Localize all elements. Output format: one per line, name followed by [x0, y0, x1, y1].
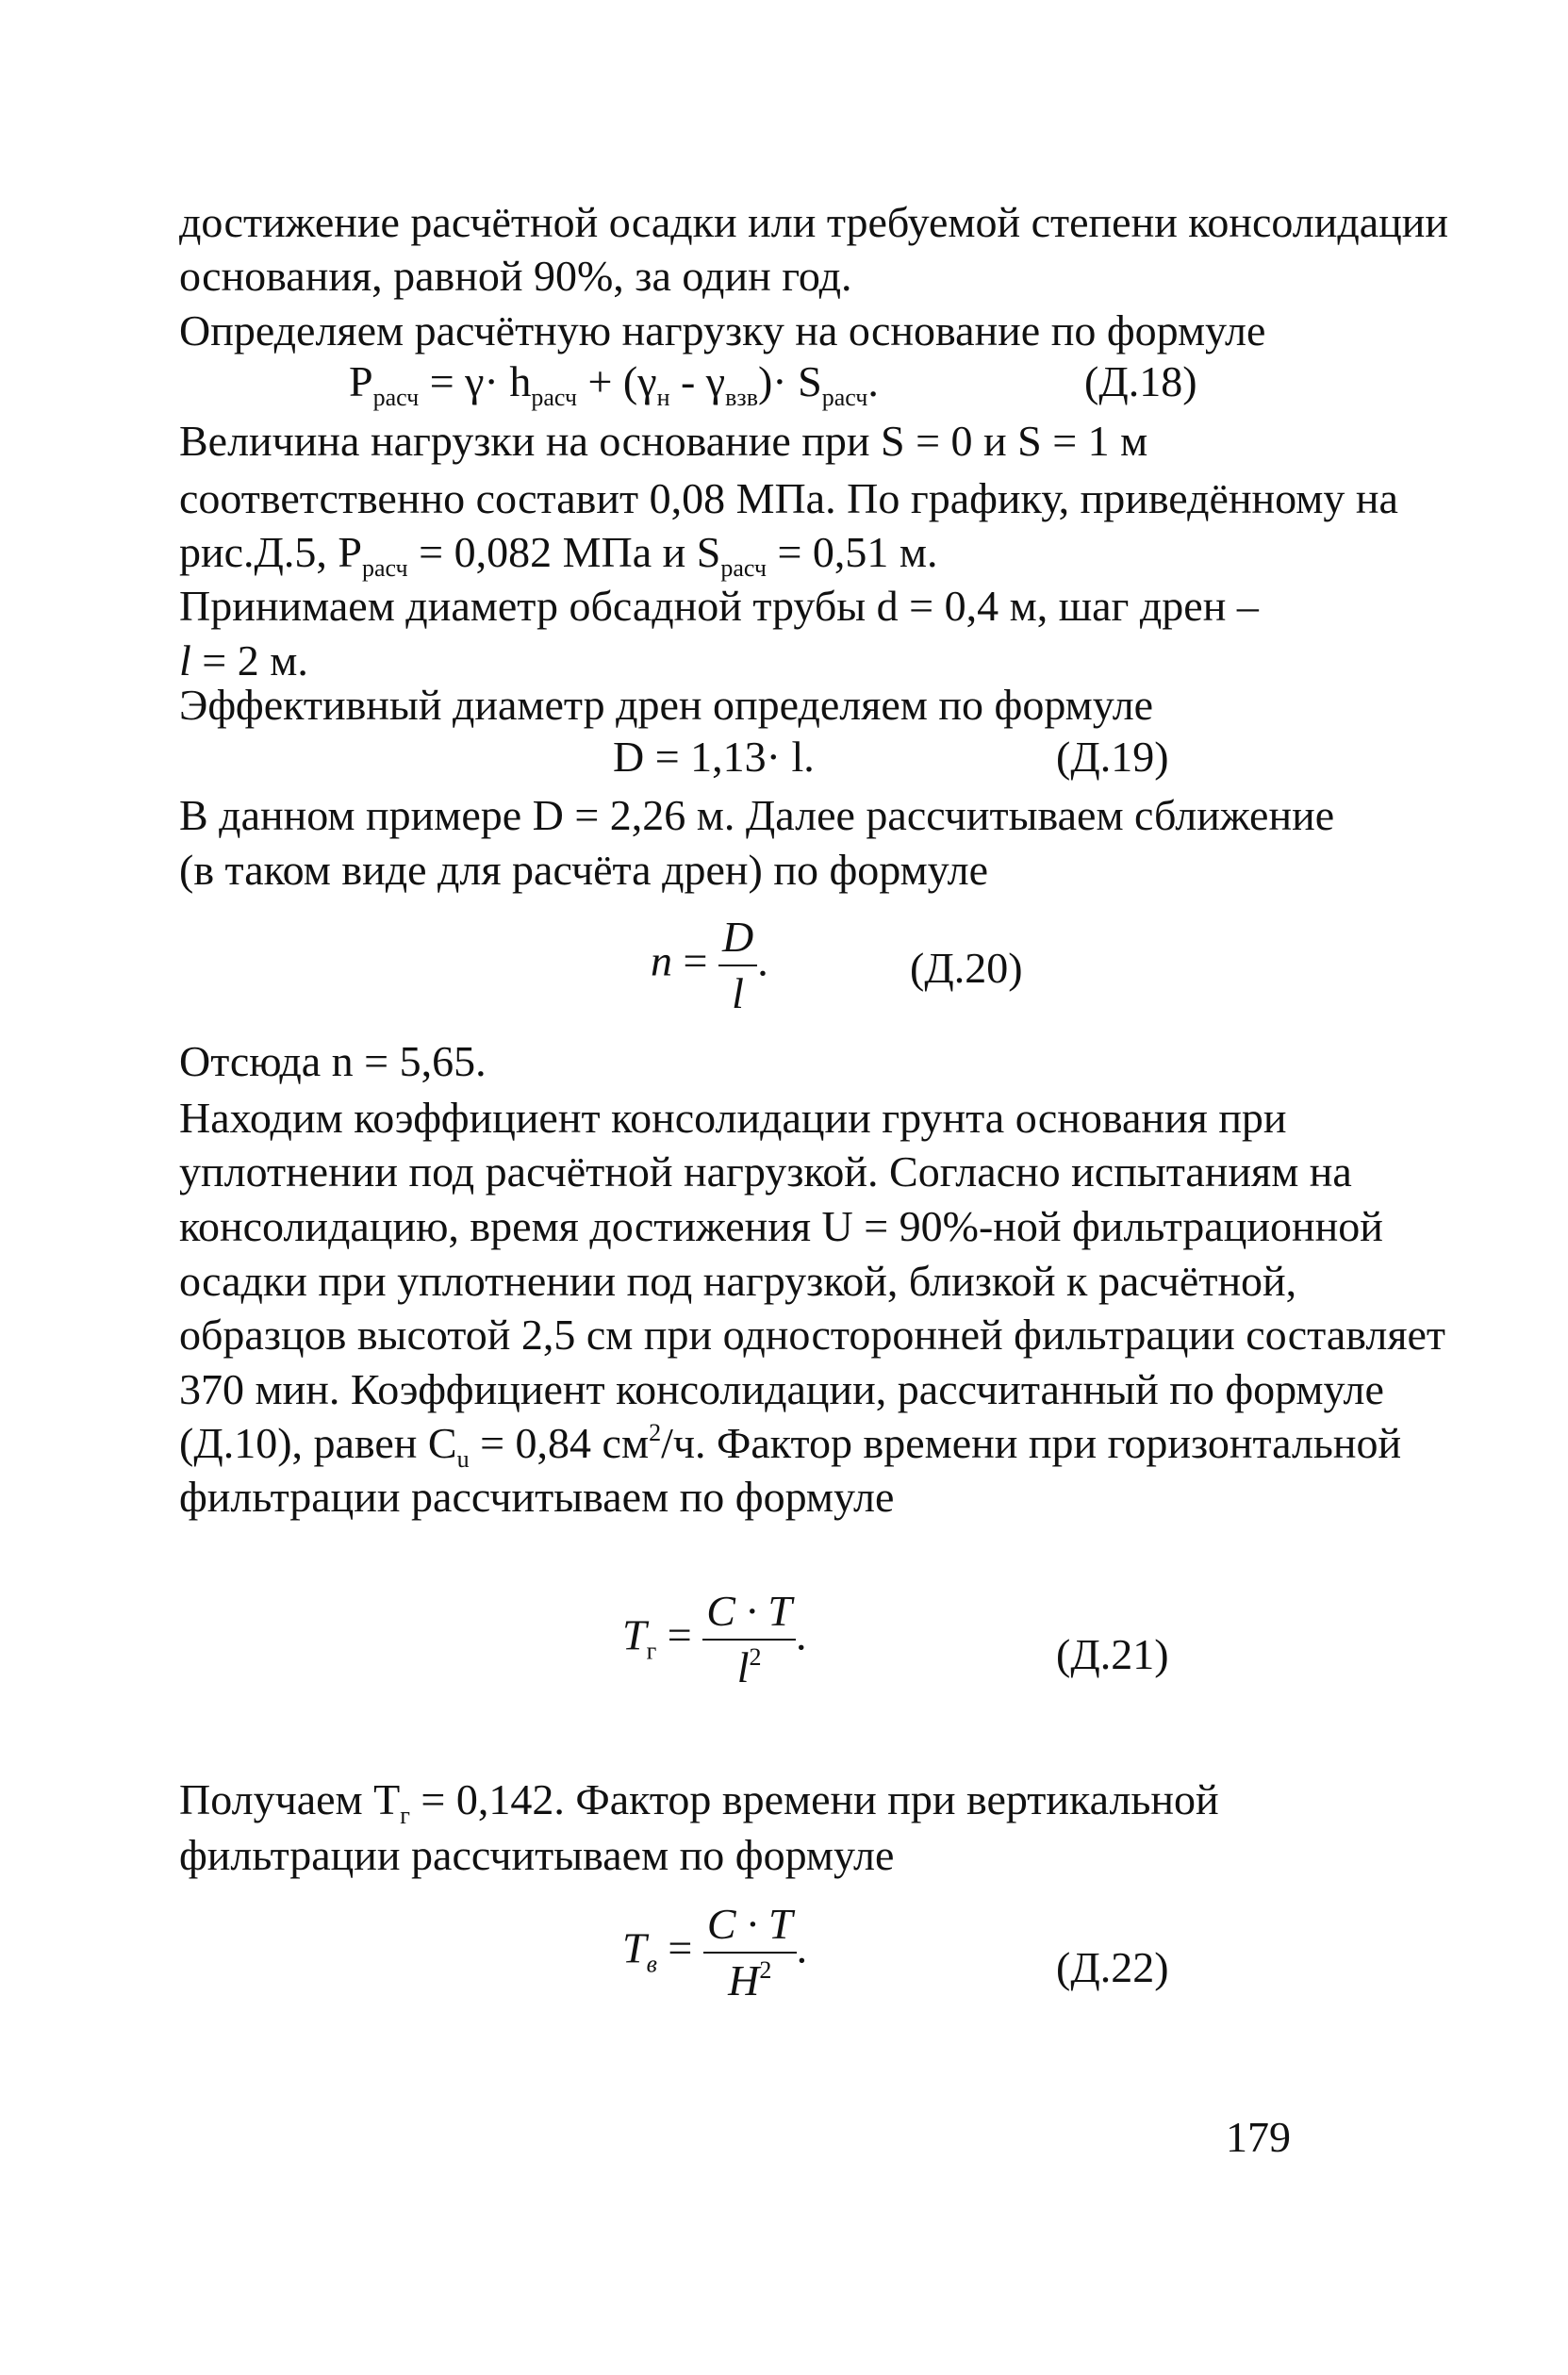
- page-number: 179: [1226, 2113, 1291, 2161]
- text-line: (Д.10), равен $C_u = 0,84$ $см^2/ч$. Фактор времени при горизонтальной: [179, 1419, 1402, 1473]
- formula-label: (Д.20): [910, 944, 1023, 992]
- formula-label: (Д.18): [1084, 357, 1197, 405]
- text-line: Находим коэффициент консолидации грунта основания при: [179, 1094, 1287, 1142]
- formula-label: (Д.21): [1056, 1630, 1169, 1678]
- text-line: осадки при уплотнении под нагрузкой, близкой к расчётной,: [179, 1257, 1297, 1305]
- text-line: консолидацию, время достижения U = 90%-ной фильтрационной: [179, 1202, 1383, 1250]
- text-line: Величина нагрузки на основание при S = 0 и S = 1 м: [179, 417, 1148, 465]
- text-line: рис.Д.5, $P_{расч} = 0,082$ МПа и $S_{расч} = 0,51$ м.: [179, 528, 938, 582]
- text-line: Эффективный диаметр дрен определяем по формуле: [179, 681, 1154, 729]
- formula-d19: D = 1,13· l.: [613, 733, 815, 781]
- text-line: уплотнении под расчётной нагрузкой. Согласно испытаниям на: [179, 1147, 1352, 1196]
- text-line: l = 2 м.: [179, 636, 308, 684]
- formula-d20: n = $\frac{D}{l}$ .: [651, 910, 768, 1021]
- text-line: достижение расчётной осадки или требуемой степени консолидации: [179, 198, 1448, 246]
- text-line: (в таком виде для расчёта дрен) по формуле: [179, 846, 989, 894]
- text-line: 370 мин. Коэффициент консолидации, рассчитанный по формуле: [179, 1365, 1384, 1413]
- formula-d21: $T_г$ = $\frac{C \cdot T}{l^2}$ .: [622, 1584, 806, 1695]
- text-line: фильтрации рассчитываем по формуле: [179, 1473, 895, 1521]
- formula-d22: $T_в$ = $\frac{C \cdot T}{H^2}$ .: [622, 1897, 807, 2008]
- text-line: соответственно составит 0,08 МПа. По графику, приведённому на: [179, 474, 1398, 522]
- text-line: образцов высотой 2,5 см при односторонней фильтрации составляет: [179, 1311, 1446, 1359]
- text-line: Принимаем диаметр обсадной трубы d = 0,4 м, шаг дрен –: [179, 582, 1259, 630]
- text-line: Отсюда n = 5,65.: [179, 1037, 487, 1085]
- formula-label: (Д.22): [1056, 1943, 1169, 1991]
- formula-d18: $P_{расч} = \gamma\cdot h_{расч} + (\gamma_н - \gamma_{взв})\cdot S_{расч}$.: [349, 357, 879, 411]
- text-line: основания, равной 90%, за один год.: [179, 252, 852, 300]
- text-line: Получаем $T_г = 0,142$. Фактор времени при вертикальной: [179, 1775, 1219, 1829]
- formula-label: (Д.19): [1056, 733, 1169, 781]
- text-line: В данном примере D = 2,26 м. Далее рассчитываем сближение: [179, 791, 1335, 839]
- text-line: Определяем расчётную нагрузку на основание по формуле: [179, 306, 1266, 355]
- text-line: фильтрации рассчитываем по формуле: [179, 1831, 895, 1879]
